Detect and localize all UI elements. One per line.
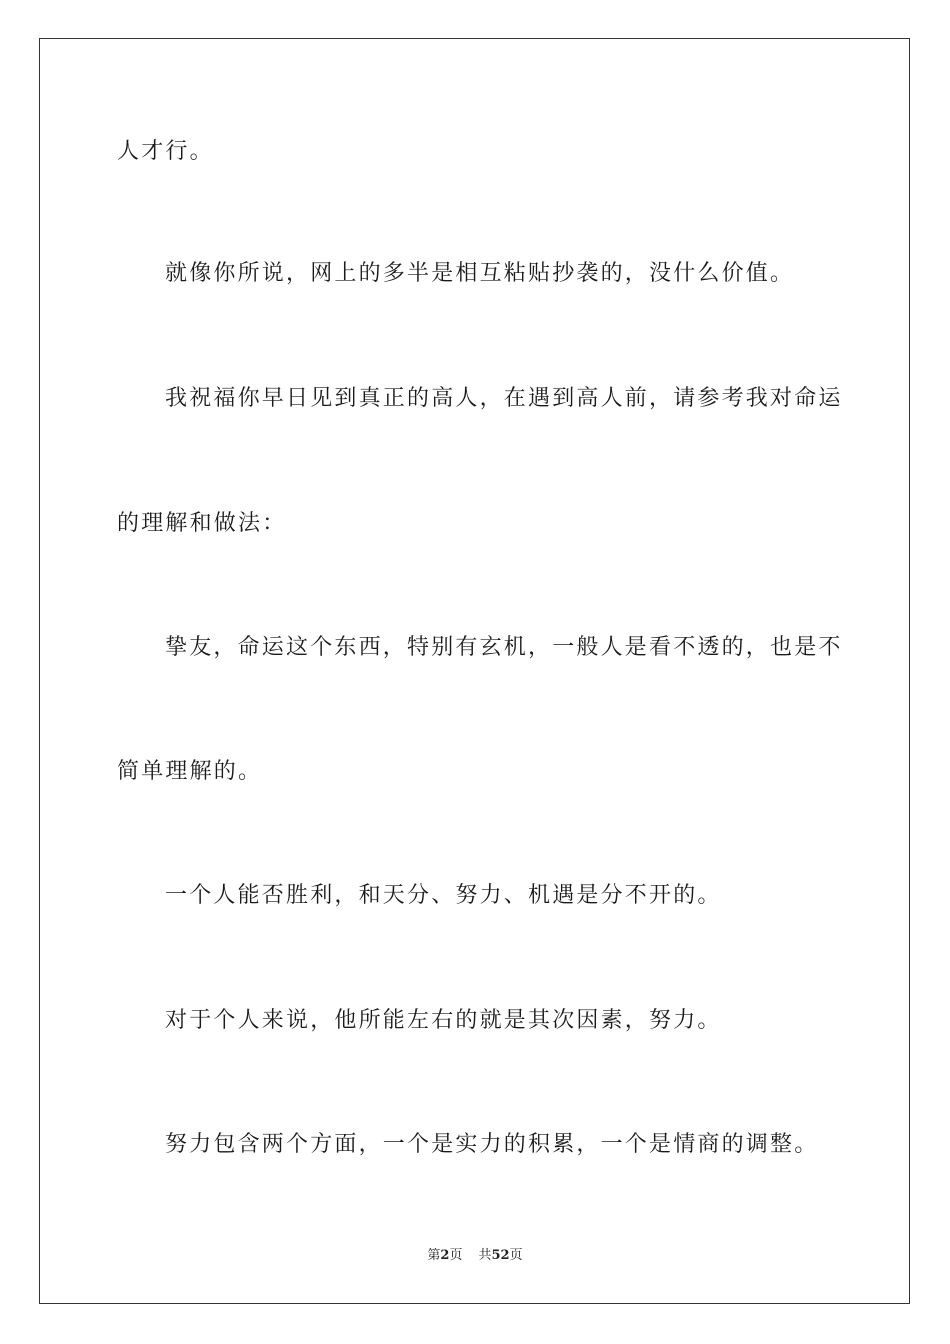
- footer-page-suffix: 页: [449, 1248, 463, 1263]
- footer-total-prefix: 共: [478, 1248, 492, 1263]
- paragraph-line-5: 挚友，命运这个东西，特别有玄机，一般人是看不透的，也是不: [165, 635, 843, 660]
- text-line-1: 人才行。: [117, 139, 214, 164]
- footer-page-number: 2: [440, 1248, 450, 1263]
- footer-total-suffix: 页: [509, 1248, 523, 1263]
- paragraph-line-2: 就像你所说，网上的多半是相互粘贴抄袭的，没什么价值。: [165, 261, 795, 286]
- footer-total-pages: 52: [491, 1248, 510, 1263]
- paragraph-line-7: 一个人能否胜利，和天分、努力、机遇是分不开的。: [165, 883, 722, 908]
- page-border: [39, 38, 910, 1304]
- paragraph-line-3: 我祝福你早日见到真正的高人，在遇到高人前，请参考我对命运: [165, 386, 843, 411]
- text-line-6: 简单理解的。: [117, 759, 263, 784]
- footer-page-prefix: 第: [427, 1248, 441, 1263]
- paragraph-line-8: 对于个人来说，他所能左右的就是其次因素，努力。: [165, 1008, 722, 1033]
- text-line-4: 的理解和做法：: [117, 511, 287, 536]
- page-footer: [0, 1247, 950, 1265]
- paragraph-line-9: 努力包含两个方面，一个是实力的积累，一个是情商的调整。: [165, 1132, 819, 1157]
